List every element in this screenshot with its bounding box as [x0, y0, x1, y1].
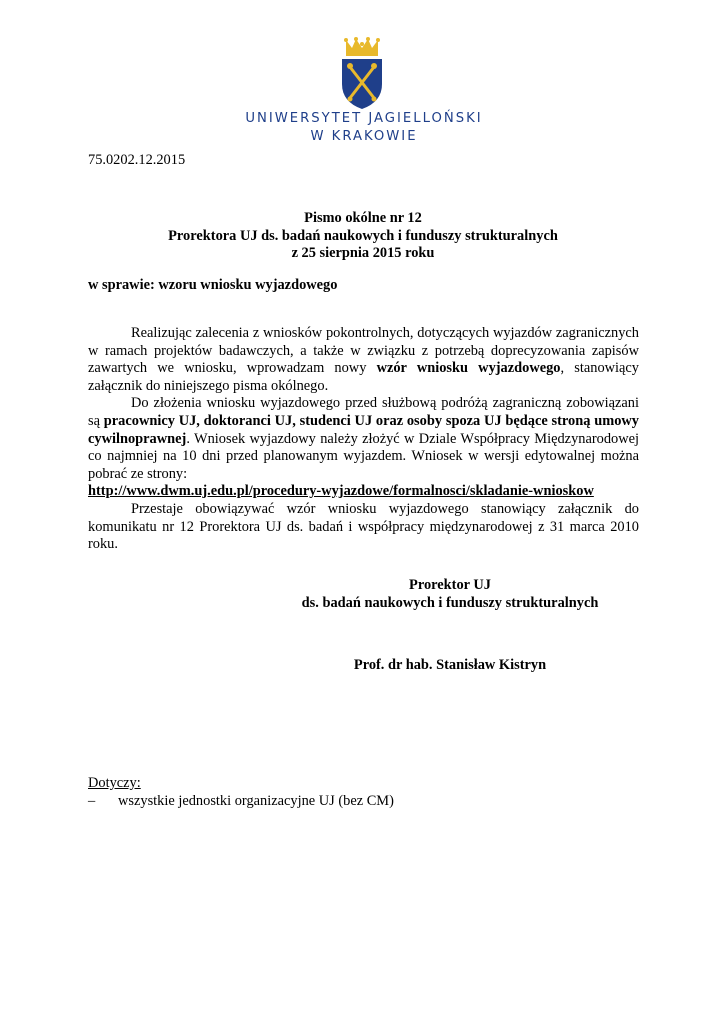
title-line-1: Pismo okólne nr 12: [304, 210, 422, 226]
download-link[interactable]: http://www.dwm.uj.edu.pl/procedury-wyjazdowe/formalnosci/skladanie-wnioskow: [88, 483, 594, 500]
concerns-item-text: wszystkie jednostki organizacyjne UJ (bez CM): [118, 793, 394, 809]
university-crest-icon: [340, 36, 384, 110]
paragraph-2-tail: . Wniosek wyjazdowy należy złożyć w Dziale Współpracy Międzynarodowej co najmniej na 10 dni przed planowanym wyjazdem. Wniosek w wersji edytowalnej można pobrać ze strony:: [88, 430, 639, 482]
list-dash: –: [88, 793, 96, 809]
document-subject: w sprawie: wzoru wniosku wyjazdowego: [88, 277, 338, 293]
signer-name: Prof. dr hab. Stanisław Kistryn: [353, 657, 547, 673]
reference-number: 75.0202.12.2015: [88, 152, 186, 168]
title-line-2: Prorektora UJ ds. badań naukowych i funduszy strukturalnych: [168, 227, 558, 244]
document-body: [88, 325, 639, 554]
paragraph-1-text: Realizując zalecenia z wniosków pokontrolnych, dotyczących wyjazdów zagranicznych w ramach projektów badawczych, a także w związku z potrzebą doprecyzowania zapisów zawartych we wniosku, wprowadzam nowy: [88, 325, 639, 377]
document-heading: [88, 210, 638, 263]
signature-role-line2: ds. badań naukowych i funduszy strukturalnych: [301, 594, 599, 611]
university-name-line1: UNIWERSYTET JAGIELLOŃSKI: [245, 111, 483, 126]
paragraph-1-tail: , stanowiący załącznik do niniejszego pisma okólnego.: [88, 360, 640, 394]
paragraph-3: Przestaje obowiązywać wzór wniosku wyjazdowego stanowiący załącznik do komunikatu nr 12 Prorektora UJ ds. badań i współpracy międzynarodowej z 31 marca 2010 roku.: [88, 500, 639, 553]
signature-role: [250, 577, 650, 612]
concerns-label: Dotyczy:: [88, 775, 141, 791]
university-logo: [244, 36, 484, 146]
university-name: [244, 110, 484, 146]
paragraph-1: [88, 325, 639, 395]
paragraph-2-bold: pracownicy UJ, doktoranci UJ, studenci UJ oraz osoby spoza UJ będące stroną umowy cywilnoprawnej: [88, 412, 639, 447]
university-name-line2: W KRAKOWIE: [310, 129, 418, 144]
title-line-3: z 25 sierpnia 2015 roku: [291, 245, 435, 261]
paragraph-2-text: Do złożenia wniosku wyjazdowego przed służbową podróżą zagraniczną zobowiązani są: [88, 395, 639, 429]
signature-role-line1: Prorektor UJ: [409, 577, 491, 593]
concerns-list-item: [88, 793, 394, 810]
paragraph-2: [88, 395, 639, 483]
paragraph-1-bold: wzór wniosku wyjazdowego: [376, 360, 561, 377]
